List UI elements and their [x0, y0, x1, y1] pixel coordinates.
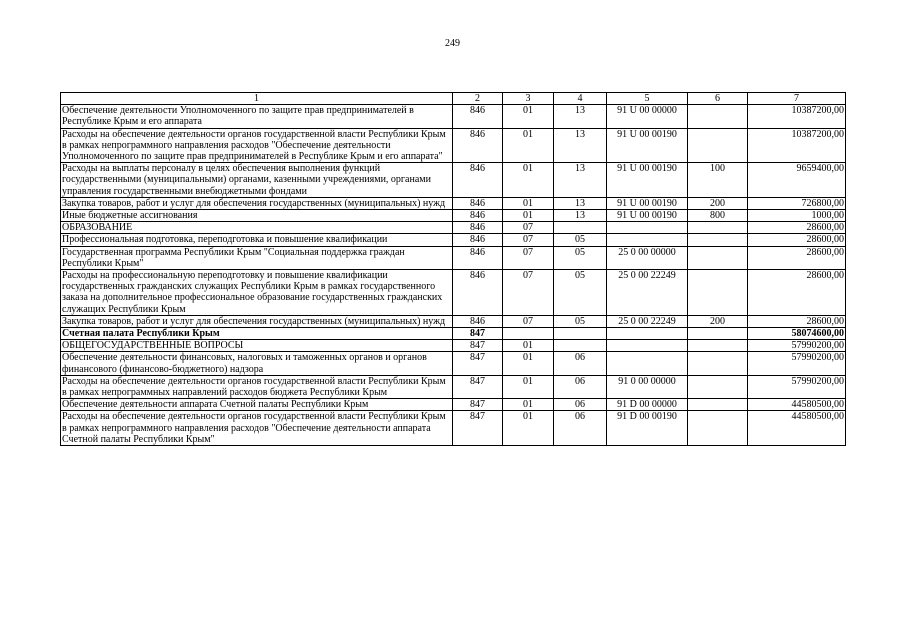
row-vr	[688, 375, 748, 398]
row-name: Расходы на обеспечение деятельности органов государственной власти Республики Крым в рамках непрограммного направления расходов "Обеспечение деятельности Уполномоченного по защите прав предпринимателей в Республике Крым и его аппарата"	[61, 128, 453, 163]
row-ved: 847	[453, 352, 503, 375]
row-rz: 07	[503, 246, 554, 269]
row-ved: 846	[453, 105, 503, 128]
row-name: ОБЩЕГОСУДАРСТВЕННЫЕ ВОПРОСЫ	[61, 340, 453, 352]
row-vr	[688, 328, 748, 340]
row-name: Профессиональная подготовка, переподготовка и повышение квалификации	[61, 234, 453, 246]
table-row	[61, 246, 846, 269]
row-sum: 57990200,00	[748, 340, 846, 352]
row-sum: 28600,00	[748, 270, 846, 316]
row-csr: 91 U 00 00190	[607, 197, 688, 209]
table-row	[61, 128, 846, 163]
row-ved: 846	[453, 246, 503, 269]
table-row	[61, 197, 846, 209]
row-csr: 91 0 00 00000	[607, 375, 688, 398]
row-vr: 100	[688, 163, 748, 198]
row-ved: 847	[453, 411, 503, 446]
table-row	[61, 315, 846, 327]
row-rz: 01	[503, 340, 554, 352]
row-vr	[688, 352, 748, 375]
table-row	[61, 234, 846, 246]
row-csr: 91 D 00 00190	[607, 411, 688, 446]
row-pr	[554, 340, 607, 352]
row-name: ОБРАЗОВАНИЕ	[61, 222, 453, 234]
row-ved: 846	[453, 270, 503, 316]
row-rz: 01	[503, 105, 554, 128]
row-sum: 9659400,00	[748, 163, 846, 198]
row-sum: 57990200,00	[748, 352, 846, 375]
row-vr: 800	[688, 210, 748, 222]
row-vr	[688, 105, 748, 128]
row-rz: 01	[503, 197, 554, 209]
row-sum: 10387200,00	[748, 128, 846, 163]
row-vr	[688, 222, 748, 234]
row-pr: 13	[554, 163, 607, 198]
row-vr	[688, 234, 748, 246]
row-rz: 07	[503, 315, 554, 327]
row-sum: 44580500,00	[748, 399, 846, 411]
row-sum: 726800,00	[748, 197, 846, 209]
page-number: 249	[445, 38, 460, 49]
budget-table	[60, 92, 846, 446]
row-ved: 846	[453, 222, 503, 234]
row-rz: 01	[503, 375, 554, 398]
row-sum: 57990200,00	[748, 375, 846, 398]
row-ved: 847	[453, 340, 503, 352]
row-name: Закупка товаров, работ и услуг для обеспечения государственных (муниципальных) нужд	[61, 197, 453, 209]
row-csr: 25 0 00 22249	[607, 270, 688, 316]
row-name: Счетная палата Республики Крым	[61, 328, 453, 340]
row-ved: 847	[453, 375, 503, 398]
row-rz: 07	[503, 234, 554, 246]
table-row	[61, 270, 846, 316]
row-csr: 91 U 00 00190	[607, 163, 688, 198]
row-rz: 01	[503, 352, 554, 375]
row-vr	[688, 399, 748, 411]
row-name: Иные бюджетные ассигнования	[61, 210, 453, 222]
row-pr: 05	[554, 270, 607, 316]
row-ved: 846	[453, 315, 503, 327]
row-sum: 28600,00	[748, 234, 846, 246]
row-csr: 91 U 00 00190	[607, 210, 688, 222]
column-header: 2	[453, 93, 503, 105]
column-header: 3	[503, 93, 554, 105]
row-sum: 44580500,00	[748, 411, 846, 446]
row-name: Обеспечение деятельности финансовых, налоговых и таможенных органов и органов финансового (финансово-бюджетного) надзора	[61, 352, 453, 375]
row-vr	[688, 270, 748, 316]
row-vr: 200	[688, 315, 748, 327]
row-rz: 07	[503, 222, 554, 234]
column-header: 5	[607, 93, 688, 105]
row-pr: 05	[554, 234, 607, 246]
row-vr	[688, 128, 748, 163]
row-ved: 847	[453, 328, 503, 340]
row-pr	[554, 222, 607, 234]
row-ved: 846	[453, 197, 503, 209]
column-header: 6	[688, 93, 748, 105]
column-header: 4	[554, 93, 607, 105]
table-row	[61, 210, 846, 222]
table-header-row	[61, 93, 846, 105]
row-vr	[688, 246, 748, 269]
row-sum: 1000,00	[748, 210, 846, 222]
row-pr: 13	[554, 197, 607, 209]
row-pr: 06	[554, 352, 607, 375]
table-row	[61, 163, 846, 198]
row-vr	[688, 411, 748, 446]
row-sum: 58074600,00	[748, 328, 846, 340]
table-row	[61, 411, 846, 446]
column-header: 7	[748, 93, 846, 105]
row-csr: 25 0 00 00000	[607, 246, 688, 269]
row-sum: 28600,00	[748, 222, 846, 234]
row-rz: 01	[503, 210, 554, 222]
row-name: Расходы на выплаты персоналу в целях обеспечения выполнения функций государственными (муниципальными) органами, казенными учреждениями, органами управления государственными внебюджетными фондами	[61, 163, 453, 198]
row-csr: 91 U 00 00000	[607, 105, 688, 128]
row-sum: 10387200,00	[748, 105, 846, 128]
row-rz: 01	[503, 128, 554, 163]
row-vr: 200	[688, 197, 748, 209]
table-row	[61, 399, 846, 411]
row-name: Государственная программа Республики Крым "Социальная поддержка граждан Республики Крым"	[61, 246, 453, 269]
row-sum: 28600,00	[748, 246, 846, 269]
row-rz: 01	[503, 411, 554, 446]
row-pr: 05	[554, 315, 607, 327]
table-row	[61, 328, 846, 340]
row-pr: 13	[554, 105, 607, 128]
row-rz: 01	[503, 399, 554, 411]
row-pr: 06	[554, 411, 607, 446]
row-name: Расходы на профессиональную переподготовку и повышение квалификации государственных гражданских служащих Республики Крым в рамках государственного заказа на дополнительное профессиональное образование государственных гражданских служащих Республики Крым	[61, 270, 453, 316]
row-csr	[607, 352, 688, 375]
row-name: Обеспечение деятельности аппарата Счетной палаты Республики Крым	[61, 399, 453, 411]
table-row	[61, 375, 846, 398]
row-csr	[607, 340, 688, 352]
row-ved: 846	[453, 128, 503, 163]
table-row	[61, 352, 846, 375]
row-name: Расходы на обеспечение деятельности органов государственной власти Республики Крым в рамках непрограммных направлений расходов бюджета Республики Крым	[61, 375, 453, 398]
row-csr: 91 U 00 00190	[607, 128, 688, 163]
row-ved: 846	[453, 234, 503, 246]
row-name: Обеспечение деятельности Уполномоченного по защите прав предпринимателей в Республике Крым и его аппарата	[61, 105, 453, 128]
row-pr: 13	[554, 210, 607, 222]
row-rz: 07	[503, 270, 554, 316]
row-pr: 13	[554, 128, 607, 163]
row-csr	[607, 234, 688, 246]
table-row	[61, 222, 846, 234]
row-rz	[503, 328, 554, 340]
row-ved: 846	[453, 163, 503, 198]
column-header: 1	[61, 93, 453, 105]
row-rz: 01	[503, 163, 554, 198]
row-csr	[607, 328, 688, 340]
row-name: Закупка товаров, работ и услуг для обеспечения государственных (муниципальных) нужд	[61, 315, 453, 327]
row-csr: 91 D 00 00000	[607, 399, 688, 411]
row-csr	[607, 222, 688, 234]
row-pr: 06	[554, 399, 607, 411]
row-pr: 06	[554, 375, 607, 398]
row-ved: 847	[453, 399, 503, 411]
row-csr: 25 0 00 22249	[607, 315, 688, 327]
table-row	[61, 340, 846, 352]
table-row	[61, 105, 846, 128]
row-pr	[554, 328, 607, 340]
row-name: Расходы на обеспечение деятельности органов государственной власти Республики Крым в рамках непрограммного направления расходов "Обеспечение деятельности аппарата Счетной палаты Республики Крым"	[61, 411, 453, 446]
row-sum: 28600,00	[748, 315, 846, 327]
row-vr	[688, 340, 748, 352]
row-ved: 846	[453, 210, 503, 222]
row-pr: 05	[554, 246, 607, 269]
